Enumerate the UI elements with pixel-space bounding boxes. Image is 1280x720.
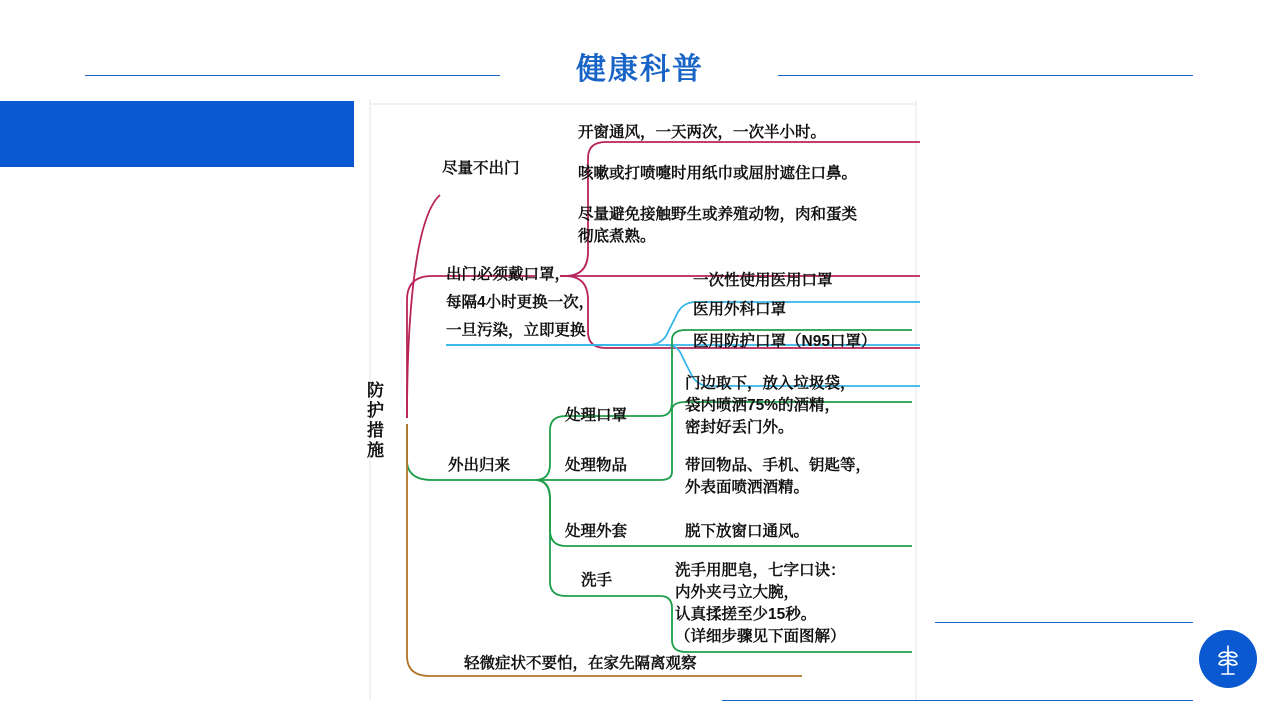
branch-return-home-sub-3-label: 处理外套 xyxy=(565,523,628,540)
decorative-blue-block xyxy=(0,101,354,167)
branch-return-home-sub-3-line1: 脱下放窗口通风。 xyxy=(685,523,810,540)
branch-return-home-sub-4-line3: 认真揉搓至少15秒。 xyxy=(675,606,817,623)
title-bar xyxy=(0,50,1280,96)
branch-wear-mask-child-2: 医用外科口罩 xyxy=(693,301,787,318)
branch-label-stay-home: 尽量不出门 xyxy=(442,160,520,177)
branch-stay-home-child-1: 开窗通风，一天两次，一次半小时。 xyxy=(578,124,827,141)
branch-return-home-sub-2-label: 处理物品 xyxy=(565,457,628,474)
branch-return-home-sub-1-label: 处理口罩 xyxy=(565,407,628,424)
branch-return-home-sub-4-line4: （详细步骤见下面图解） xyxy=(675,628,846,645)
branch-return-home-sub-2-line2: 外表面喷洒酒精。 xyxy=(685,479,810,496)
branch-stay-home-child-2: 咳嗽或打喷嚏时用纸巾或屈肘遮住口鼻。 xyxy=(578,165,858,182)
branch-return-home-sub-2-line1: 带回物品、手机、钥匙等， xyxy=(685,457,872,474)
branch-return-home-sub-4-line2: 内外夹弓立大腕， xyxy=(675,584,800,601)
branch-return-home-sub-4-label: 洗手 xyxy=(581,572,613,589)
branch-return-home-sub-1-line1: 门边取下，放入垃圾袋， xyxy=(685,375,856,392)
branch-return-home-sub-4-line1: 洗手用肥皂，七字口诀： xyxy=(675,562,846,579)
branch-return-home-sub-1-line2: 袋内喷洒75%的酒精， xyxy=(685,397,841,414)
branch-wear-mask-child-3: 医用防护口罩（N95口罩） xyxy=(693,333,877,350)
branch-label-wear-mask-line3: 一旦污染，立即更换 xyxy=(446,322,586,339)
branch-wear-mask-child-1: 一次性使用医用口罩 xyxy=(693,272,833,289)
branch-return-home-sub-1-line3: 密封好丢门外。 xyxy=(685,419,794,436)
branch-stay-home-child-3-line1: 尽量避免接触野生或养殖动物，肉和蛋类 xyxy=(578,206,858,223)
mind-map xyxy=(360,100,1280,700)
branch-label-wear-mask-line2: 每隔4小时更换一次， xyxy=(446,294,595,311)
root-node-label: 防 护 措 施 xyxy=(367,381,384,460)
branch-label-return-home: 外出归来 xyxy=(448,457,511,474)
branch-label-wear-mask-line1: 出门必须戴口罩， xyxy=(446,266,571,283)
branch-stay-home-child-3-line2: 彻底煮熟。 xyxy=(578,228,656,245)
page-title: 健康科普 xyxy=(576,53,704,86)
bottom-rule-lower xyxy=(722,700,1193,701)
branch-label-mild-symptoms: 轻微症状不要怕，在家先隔离观察 xyxy=(464,655,697,672)
